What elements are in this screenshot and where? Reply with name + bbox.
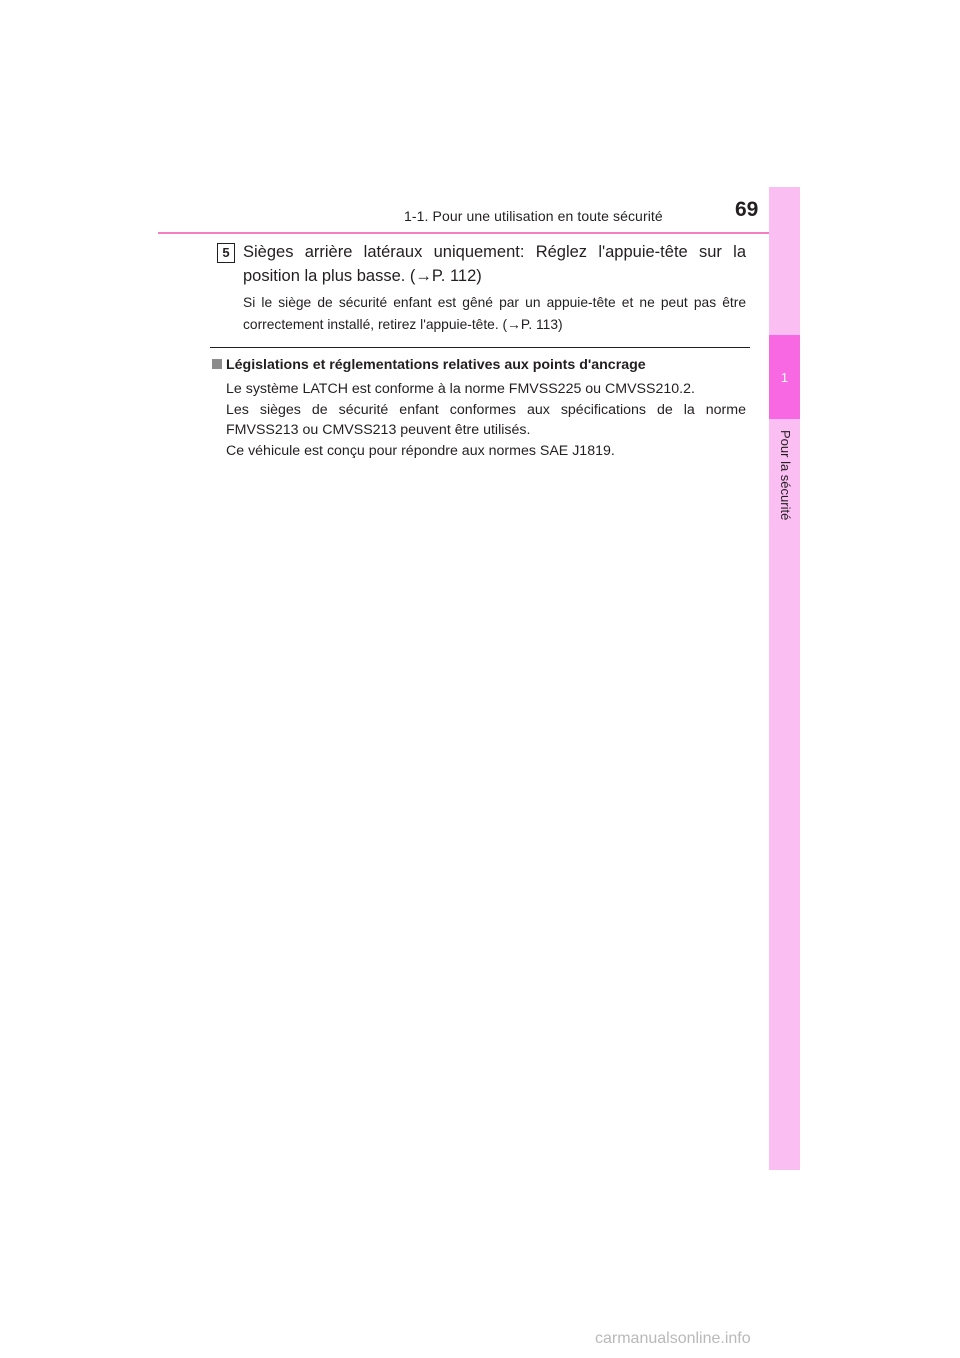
chapter-number-tab: [769, 335, 800, 419]
section-heading-text: Législations et réglementations relatives aux points d'ancrage: [226, 357, 646, 373]
step-note: Si le siège de sécurité enfant est gêné par un appuie-tête et ne peut pas être correctement installé, retirez l'appuie-tête. (→P. 113): [243, 295, 746, 332]
chapter-label: Pour la sécurité: [778, 430, 793, 521]
watermark: carmanualsonline.info: [595, 1330, 751, 1347]
page-number: 69: [735, 198, 759, 221]
step-number-badge: 5: [217, 243, 235, 263]
running-header: 1-1. Pour une utilisation en toute sécurité: [404, 208, 663, 224]
section-paragraph: Ce véhicule est conçu pour répondre aux normes SAE J1819.: [226, 442, 615, 459]
section-body: [226, 379, 746, 461]
step-instruction: Sièges arrière latéraux uniquement: Réglez l'appuie-tête sur la position la plus basse. (→P. 112): [243, 243, 746, 285]
header-rule: [158, 232, 800, 234]
section-paragraph: Le système LATCH est conforme à la norme FMVSS225 ou CMVSS210.2.: [226, 381, 695, 397]
bullet-square-icon: [212, 359, 222, 369]
section-heading: [212, 357, 646, 373]
section-paragraph: Les sièges de sécurité enfant conformes aux spécifications de la norme FMVSS213 ou CMVSS213 peuvent être utilisés.: [226, 401, 746, 438]
chapter-number: 1: [780, 369, 789, 385]
section-divider: [210, 347, 750, 348]
